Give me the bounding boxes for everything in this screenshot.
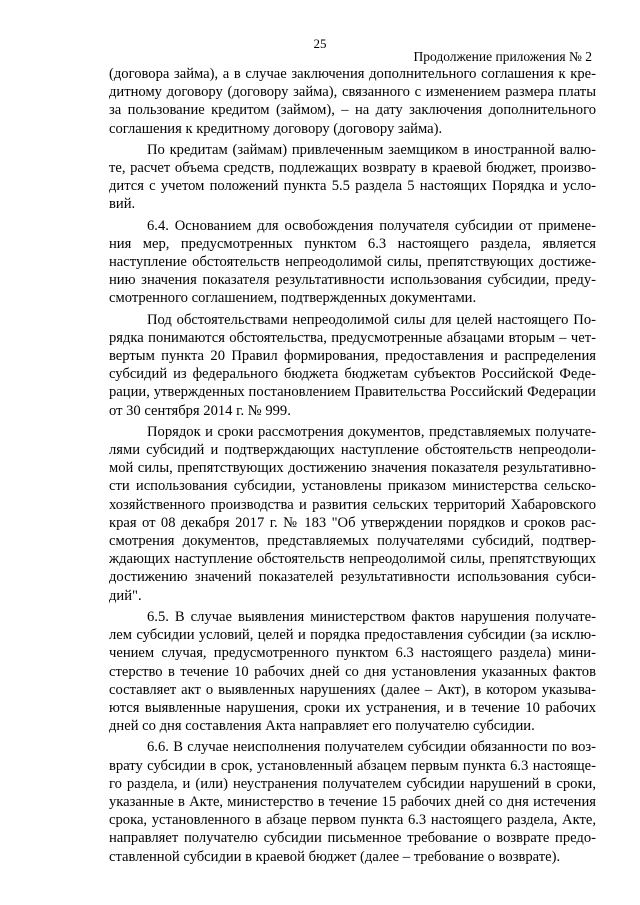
paragraph-foreign-currency-loans: По кредитам (займам) привлеченным заемщиком в иностранной валюте, расчет объема средств, подлежащих возврату в краевой бюджет, производится с учетом положений пункта 5.5 раздела 5 настоящих Порядка и условий. bbox=[109, 141, 596, 213]
paragraph-review-procedure: Порядок и сроки рассмотрения документов, представляемых получателями субсидий и подтверждающих наступление обстоятельств непреодолимой силы, препятствующих достижению значения показателя результативности использования субсидии, установлены приказом министерства сельскохозяйственного производства и развития сельских территорий Хабаровского края от 08 декабря 2017 г. № 183 "Об утверждении порядков и сроков рассмотрения документов, представляемых получателями субсидий, подтверждающих наступление обстоятельств непреодолимой силы, препятствующих достижению значений показателей результативности использования субсидий". bbox=[109, 423, 596, 604]
paragraph-force-majeure-definition: Под обстоятельствами непреодолимой силы для целей настоящего Порядка понимаются обстоятельства, предусмотренные абзацами вторым – четвертым пункта 20 Правил формирования, предоставления и распределения субсидий из федерального бюджета бюджетам субъектов Российской Федерации, утвержденных постановлением Правительства Российский Федерации от 30 сентября 2014 г. № 999. bbox=[109, 311, 596, 419]
document-body bbox=[109, 65, 596, 866]
appendix-continuation-note: Продолжение приложения № 2 bbox=[413, 49, 592, 64]
paragraph-continuation: (договора займа), а в случае заключения дополнительного соглашения к кредитному договору (договору займа), связанного с изменением размера платы за пользование кредитом (займом), – на дату заключения дополнительного соглашения к кредитному договору (договору займа). bbox=[109, 66, 596, 137]
page-number: 25 bbox=[313, 36, 327, 51]
paragraph-6-5: 6.5. В случае выявления министерством фактов нарушения получателем субсидии условий, целей и порядка предоставления субсидии (за исключением случая, предусмотренного пунктом 6.3 настоящего раздела) министерство в течение 10 рабочих дней со дня установления указанных фактов составляет акт о выявленных нарушениях (далее – Акт), в котором указываются выявленные нарушения, сроки их устранения, и в течение 10 рабочих дней со дня составления Акта направляет его получателю субсидии. bbox=[109, 608, 596, 735]
paragraph-6-4: 6.4. Основанием для освобождения получателя субсидии от применения мер, предусмотренных пунктом 6.3 настоящего раздела, является наступление обстоятельств непреодолимой силы, препятствующих достижению значения показателя результативности использования субсидии, предусмотренного соглашением, подтвержденных документами. bbox=[109, 217, 596, 307]
paragraph-6-6: 6.6. В случае неисполнения получателем субсидии обязанности по возврату субсидии в срок, установленный абзацем первым пункта 6.3 настоящего раздела, и (или) неустранения получателем субсидии нарушений в сроки, указанные в Акте, министерство в течение 15 рабочих дней со дня истечения срока, установленного в абзаце первом пункта 6.3 настоящего раздела, Акте, направляет получателю субсидии письменное требование о возврате предоставленной субсидии в краевой бюджет (далее – требование о возврате). bbox=[109, 739, 596, 865]
